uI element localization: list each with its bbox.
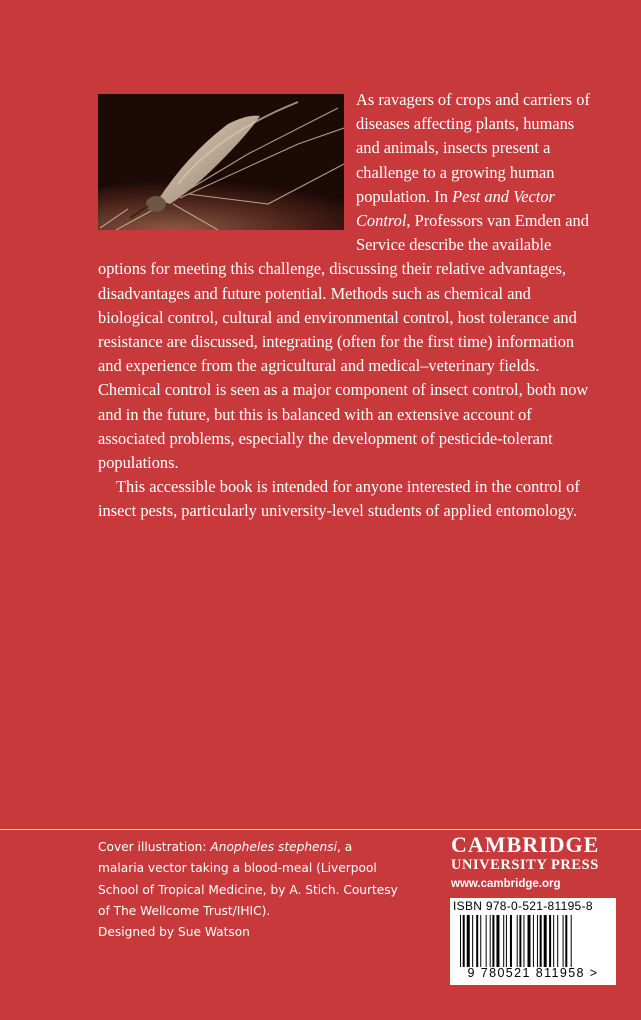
blurb-p1-part2: , Professors van Emden and Service describe the available options for meeting this challenge, discussing their relative advantages, disadvantages and future potential. Methods such as chemical and biological control, cultural and environmental control, host tolerance and resistance are discussed, integrating (often for the first time) information and experience from the agricultural and medical–veterinary fields. Chemical control is seen as a major component of insect control, both now and in the future, but this is balanced with an extensive account of associated problems, especially the development of pesticide-tolerant populations.	[98, 211, 589, 473]
barcode-bars	[460, 915, 610, 967]
credit-prefix: Cover illustration:	[98, 840, 211, 854]
cover-credits	[98, 837, 398, 943]
publisher-logo	[451, 833, 621, 893]
publisher-subtitle: UNIVERSITY PRESS	[451, 857, 599, 873]
isbn-label: ISBN 978-0-521-81195-8	[453, 899, 593, 913]
credit-species: Anopheles stephensi	[210, 840, 338, 854]
blurb-p1-part1: As ravagers of crops and carriers of diseases affecting plants, humans and animals, insects present a challenge to a growing human population. In	[356, 90, 590, 206]
photo-wrap-spacer	[98, 88, 356, 236]
illustration-credit	[98, 837, 398, 922]
blurb-paragraph-2: This accessible book is intended for anyone interested in the control of insect pests, particularly university-level students of applied entomology.	[98, 477, 580, 521]
book-title: Pest and Vector Control	[356, 186, 555, 231]
barcode-digits: 9 780521 811958 >	[467, 966, 599, 980]
publisher-url: www.cambridge.org	[451, 878, 561, 890]
blurb-text	[98, 88, 598, 524]
isbn-barcode	[450, 898, 616, 985]
publisher-name: CAMBRIDGE	[451, 832, 600, 857]
designer-credit: Designed by Sue Watson	[98, 925, 250, 940]
credit-rest: , a malaria vector taking a blood-meal (Liverpool School of Tropical Medicine, by A. Stich. Courtesy of The Wellcome Trust/IHIC).	[98, 840, 398, 918]
divider	[0, 829, 641, 830]
